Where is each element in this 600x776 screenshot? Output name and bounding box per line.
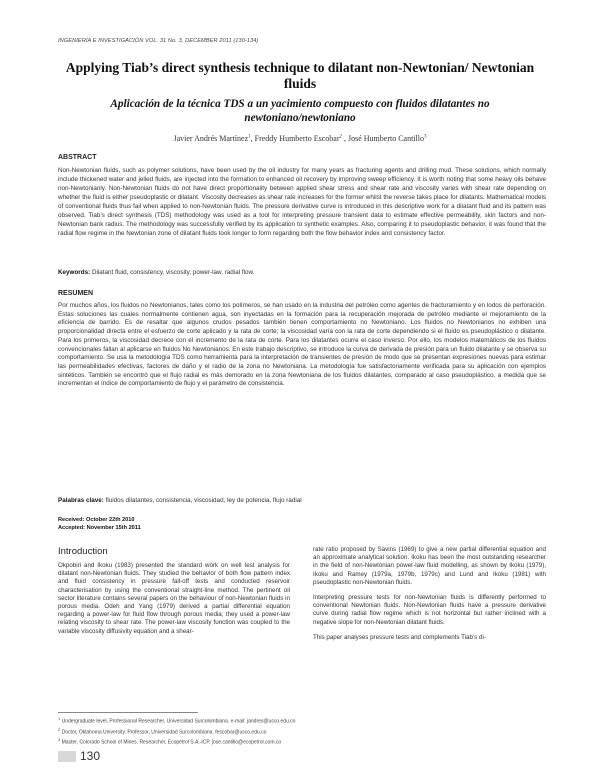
footnote-2-text: Doctor, Oklahoma University. Professor, Universidad Surcolombiana. fescobar@usco.edu.co xyxy=(61,729,267,736)
intro-right-column xyxy=(313,546,546,649)
author-2: Freddy Humberto Escobar xyxy=(254,134,340,143)
intro-left-column xyxy=(58,562,290,643)
author-separator: , xyxy=(250,134,255,143)
author-3: José Humberto Cantillo xyxy=(348,134,424,143)
received-date: Received: October 22th 2010 xyxy=(58,517,135,523)
resumen-text: Por muchos años, los fluidos no Newtonianos, tales como los polímeros, se han usado en la industria del petróleo como agentes de fracturamiento y en lodos de perforación. Estas soluciones las cuales normalmente contienen agua, son inyectadas en la formación para la recuperación mejorada de petróleo mediante el mejoramiento de la eficiencia de barrido. Es de resaltar que algunos crudos pesados también tienen comportamiento no Newtoniano. Los fluidos no Newtonianos no exhiben una proporcionalidad directa entre el esfuerzo de corte aplicado y la rata de corte; la viscosidad varía con la rata de corte dependiendo si el fluido es pseudoplástico o dilatante. Para los primeros, la viscosidad decrece con el incremento de la rata de corte. Para los dilatantes ocurre el caso inverso. Por ello, los modelos matemáticos de los fluidos convencionales fallan al aplicarse en fluidos No Newtonianos. En este trabajo descriptivo, se introduce la curva de derivada de presión para un fluido dilatante y se observa su comportamiento. Se usa la metodología TDS como herramienta para la interpretación de transientes de presión de modo que se presentan expresiones nuevas para estimar las permeabilidades efectivas, factores de daño y el radio de la zona no Newtoniana. La metodología fue satisfactoriamente verificada para su aplicación con ejemplos sintéticos. También se encontró que el flujo radial es más demorado en la zona Newtoniana de los fluidos dilatantes, comparado al caso pseudoplástico, a medida que se incrementan el índice de comportamiento de flujo y el parámetro de consistencia. xyxy=(58,302,546,388)
keywords-text: Dilatant fluid, consistency, viscosity, power-law, radial flow. xyxy=(91,269,255,276)
footnote-3-text: Master, Colorado School of Mines. Researcher, Ecopetrol S.A.-ICP. jose.cantillo@ecopetrol.com.co xyxy=(61,739,282,746)
footnote-rule xyxy=(58,712,198,713)
authors-line xyxy=(58,134,542,143)
intro-paragraph: Interpreting pressure tests for non-Newtonian fluids is differently performed to conventional Newtonian fluids. Non-Newtonian fluids have a pressure derivative curve during radial flow regime which is not horizontal but rather inclined with a negative slope for non-Newtonian dilatant fluids. xyxy=(313,594,546,626)
page-number: 130 xyxy=(80,749,101,763)
palabras-clave-label: Palabras clave: xyxy=(58,497,104,504)
abstract-text: Non-Newtonian fluids, such as polymer solutions, have been used by the oil industry for many years as fracturing agents and drilling mud. These solutions, which normally include thickened water and jelled fluids, are injected into the formation to enhanced oil recovery by improving sweep efficiency. It is worth noting that some heavy oils behave non-Newtonianly. Non-Newtonian fluids do not have direct proportionality between applied shear stress and shear rate and viscosity varies with shear rate depending on whether the fluid is either pseudoplastic or dilatant. Viscosity decreases as shear rate increases for the former whilst the reverse takes place for dilatants. Mathematical models of conventional fluids thus fail when applied to non-Newtonian fluids. The pressure derivative curve is introduced in this descriptive work for a dilatant fluid and its pattern was observed. Tiab’s direct synthesis (TDS) methodology was used as a tool for interpreting pressure transient data to estimate effective permeability, skin factors and non-Newtonian bank radius. The methodology was successfully verified by its application to synthetic examples. Also, comparing it to pseudoplastic behavior, it was found that the radial flow regime in the Newtonian zone of dilatant fluids took longer to form regarding both the flow behavior index and consistency factor. xyxy=(58,167,546,237)
footnote-3-mark: 3 xyxy=(58,737,61,743)
palabras-clave xyxy=(58,496,546,505)
intro-paragraph: Okpobiri and Ikoku (1983) presented the standard work on well test analysis for dilatant non-Newtonian fluids. They studied the behavior of both flow pattern index and fluid consistency in pressure fall-off tests and conducted reservoir characterisation by using the conventional straight-line method. The pertinent oil sector literature contains several papers on the behaviour of non-Newtonian fluids in porous media. Odeh and Yang (1979) derived a partial differential equation regarding a power-law for fluid flow through porous media; they used a power-law relating viscosity to shear rate. The power-law viscosity function was coupled to the variable viscosity diffusivity equation and a shear- xyxy=(58,562,290,635)
footnote-1-text: Undergraduate level, Professional Researcher, Universidad Surcolombiana. e-mail: jandres@usco.edu.co xyxy=(61,718,296,725)
page-number-bar xyxy=(58,751,76,762)
palabras-clave-text: fluidos dilatantes, consistencia, viscosidad, ley de potencia, flujo radial xyxy=(105,497,302,504)
title-spanish: Aplicación de la técnica TDS a un yacimiento compuesto con fluidos dilatantes no newtoniano/newtoniano xyxy=(110,98,490,124)
keywords-label: Keywords: xyxy=(58,269,91,276)
author-3-mark: 3 xyxy=(424,134,427,140)
intro-paragraph: This paper analyses pressure tests and complements Tiab’s di- xyxy=(313,633,486,641)
footnote-2-mark: 2 xyxy=(58,726,61,732)
footnote-1 xyxy=(58,715,546,726)
introduction-heading: Introduction xyxy=(58,546,108,557)
running-head: INGENIERÍA E INVESTIGACIÓN VOL. 31 No. 3, DECEMBER 2011 (130-134) xyxy=(58,38,259,44)
accepted-date: Accepted: November 15th 2011 xyxy=(58,525,141,531)
author-separator: , xyxy=(342,134,348,143)
dates xyxy=(58,516,141,532)
keywords xyxy=(58,268,546,277)
author-2-mark: 2 xyxy=(339,134,342,140)
footnote-2 xyxy=(58,726,546,737)
abstract-heading: ABSTRACT xyxy=(58,154,97,161)
intro-paragraph: rate ratio proposed by Savins (1969) to give a new partial differential equation and an approximate analytical solution. Ikoku has been the most outstanding researcher in the field of non-Newtonian power-law fluid modelling, as shown by Ikoku (1979), Ikoku and Ramey (1979a, 1979b, 1979c) and Lund and Ikoku (1981) with pseudoplastic non-Newtonian fluids. xyxy=(313,546,546,586)
footnote-3 xyxy=(58,736,546,747)
author-1: Javier Andrés Martínez xyxy=(173,134,249,143)
resumen-heading: RESUMEN xyxy=(58,290,94,297)
footnotes xyxy=(58,715,546,747)
title-english: Applying Tiab’s direct synthesis technique to dilatant non-Newtonian/ Newtonian fluids xyxy=(65,60,535,91)
author-1-mark: 1 xyxy=(248,134,251,140)
footnote-1-mark: 1 xyxy=(58,716,61,721)
